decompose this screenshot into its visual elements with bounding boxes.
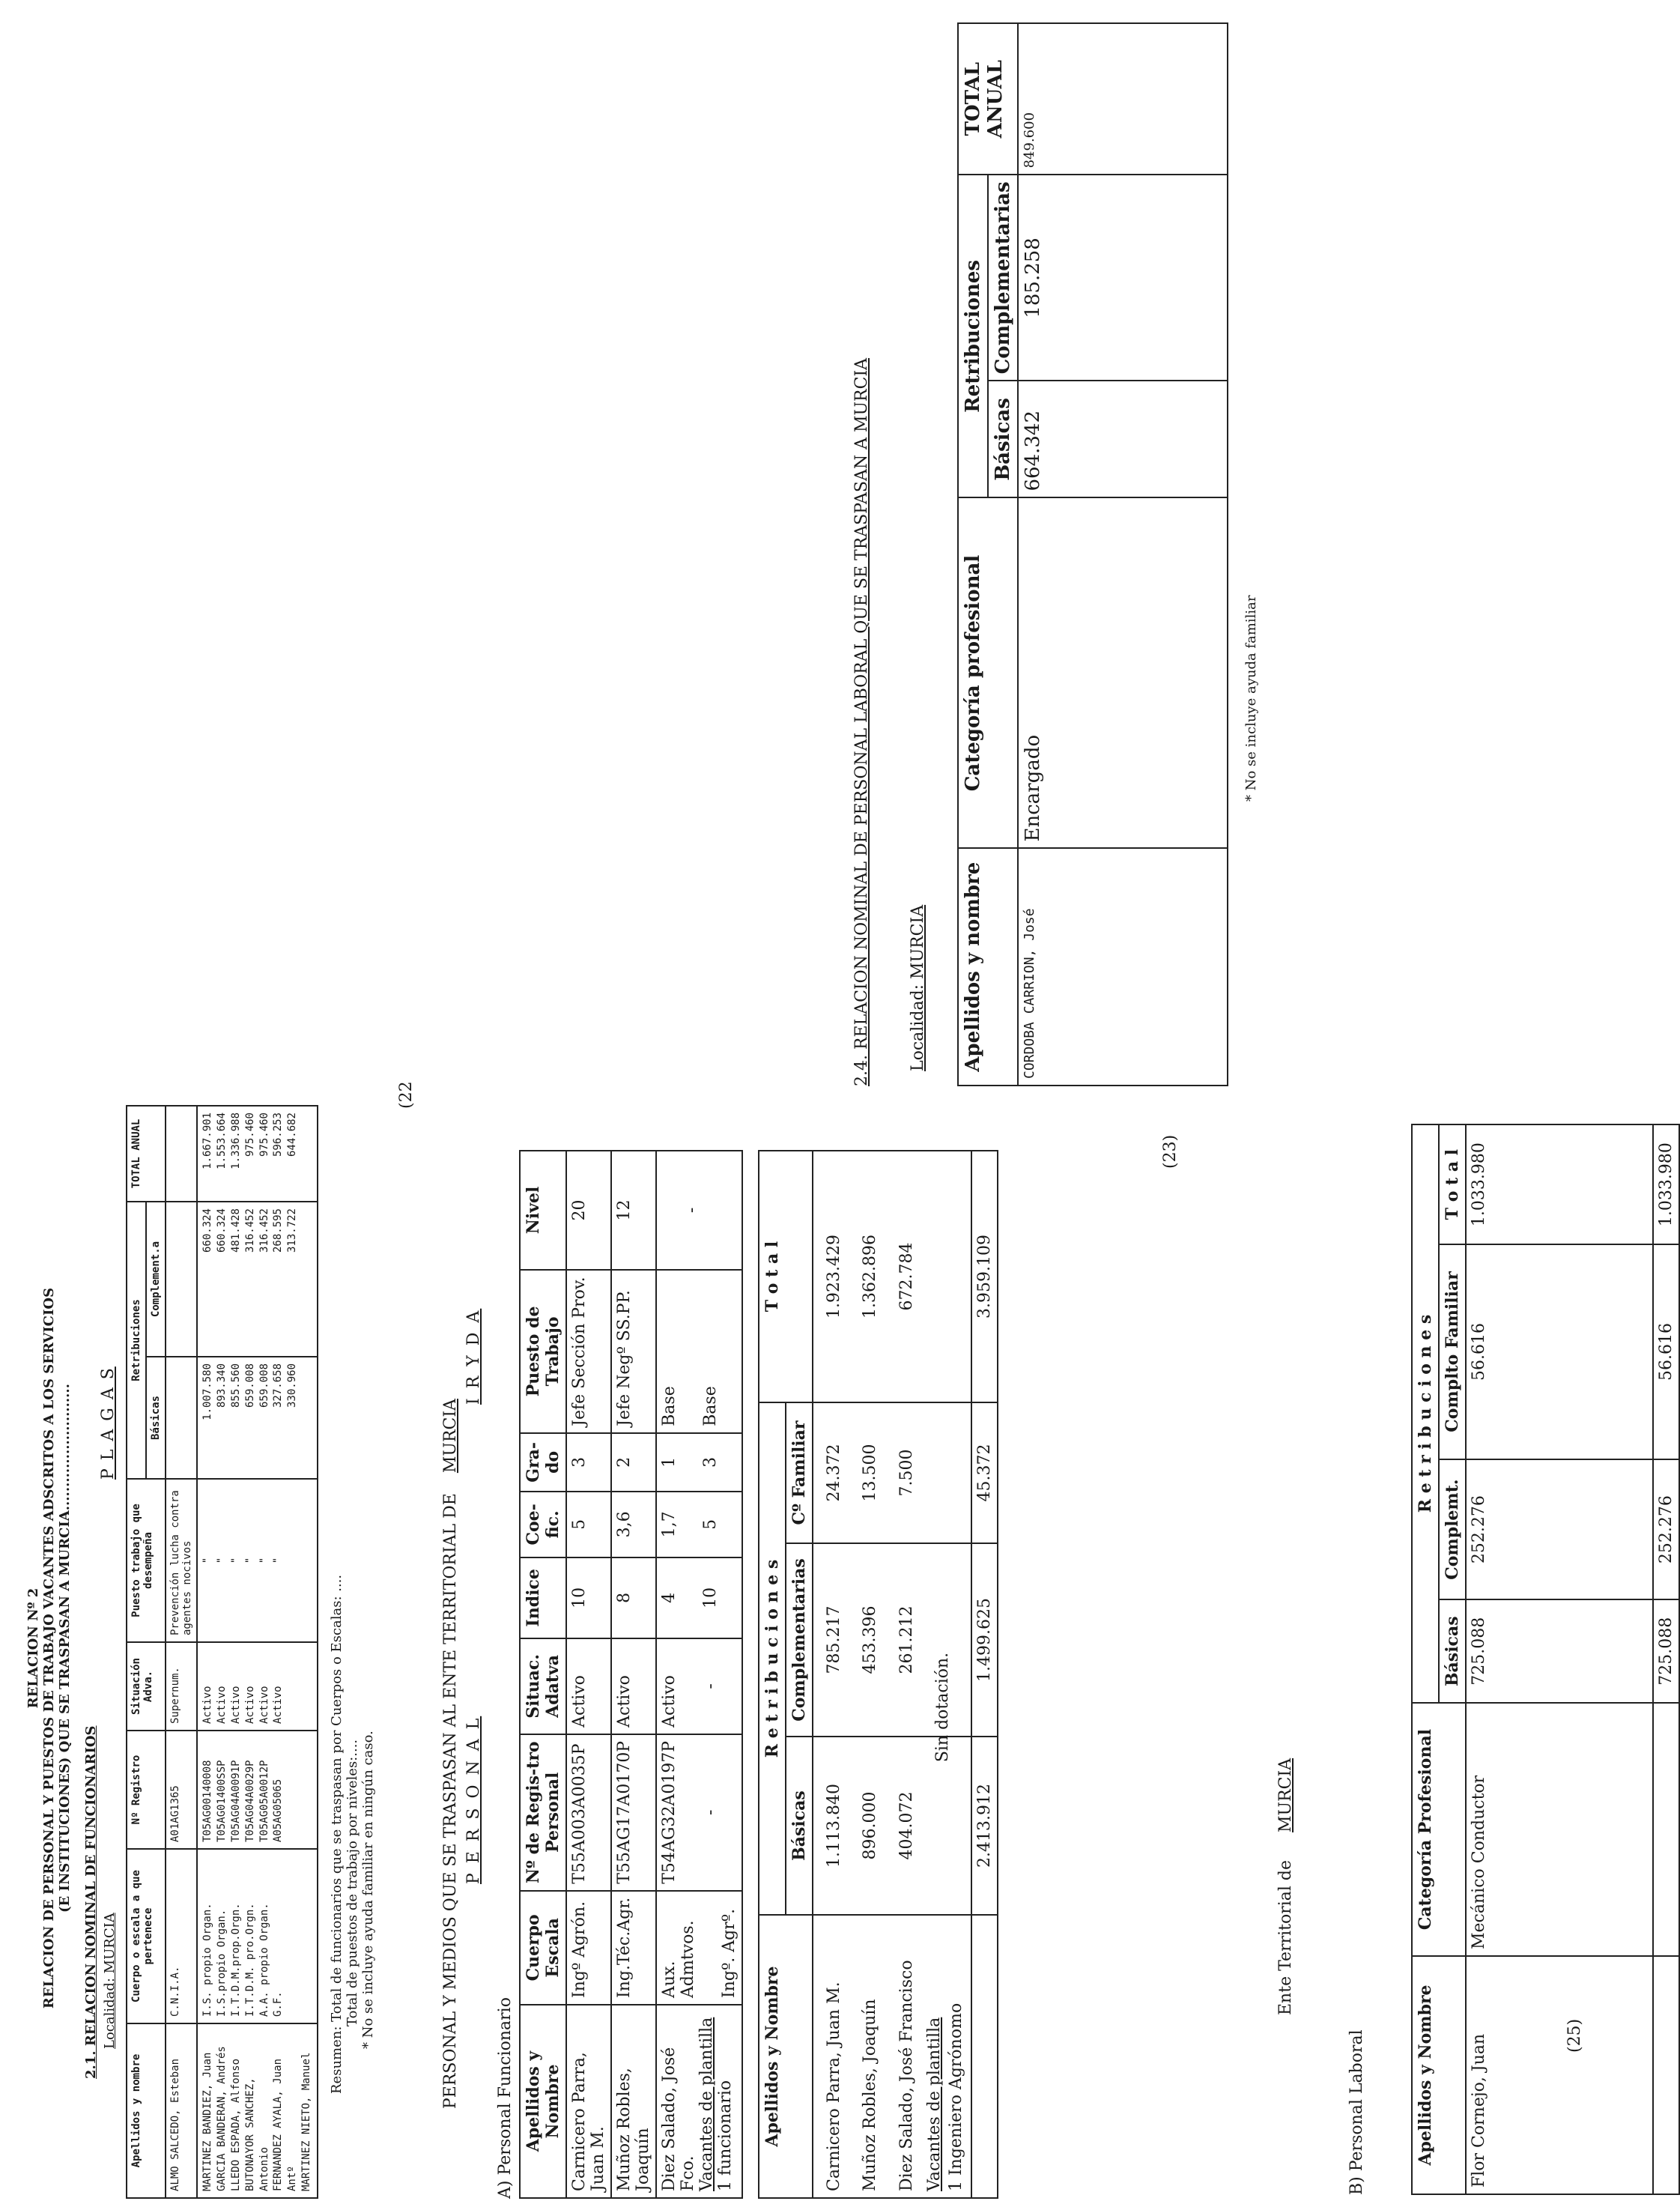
plagas-table: [126, 1105, 318, 2199]
page-number-text: (22: [397, 1081, 416, 1109]
basicas-line: 1.007.580: [201, 1363, 213, 1420]
cell: [1653, 1703, 1679, 1956]
resumen-line2: Total de puestos de trabajo por niveles:....: [345, 1739, 361, 2026]
th-grado: Gra-do: [520, 1433, 566, 1492]
cell-line: 261.212: [897, 1605, 916, 1674]
cell: 2.413.912: [971, 1737, 998, 1915]
th-basicas: Básicas: [1439, 1599, 1466, 1703]
cell: Jefe Sección Prov.: [566, 1270, 611, 1433]
cell-line: Activo: [660, 1675, 679, 1728]
page-number-23: [1161, 1109, 1180, 1169]
th-basicas: Básicas: [786, 1737, 813, 1915]
th-indice: Indice: [520, 1557, 566, 1638]
laboral-localidad: Localidad: MURCIA: [909, 904, 927, 1071]
complement-line: 660.324: [201, 1208, 213, 1253]
col-basicas: Básicas: [146, 1357, 166, 1479]
total-line: 1.667.901: [201, 1112, 213, 1169]
cell: 12: [611, 1151, 656, 1270]
complement-line: 316.452: [258, 1208, 270, 1253]
cell-line: 1 Ingeniero Agrónomo: [946, 2002, 965, 2191]
laboral-table: [957, 22, 1228, 1086]
laboral-note: * No se incluye ayuda familiar: [1243, 595, 1259, 802]
cell: C.N.I.A.: [166, 1849, 197, 2023]
resumen-line1: Resumen: Total de funcionarios que se traspasan por Cuerpos o Escalas: ....: [329, 1574, 345, 2094]
th-apellidos: Apellidos y Nombre: [520, 2005, 566, 2198]
table-row: [611, 1151, 656, 2198]
registro-line: T05AG01400SSP: [215, 1760, 228, 1842]
cuerpo-line: I.T.D.M. pro.Orgn.: [243, 1903, 256, 2017]
cell: 1.499.625: [971, 1543, 998, 1737]
cell: [1653, 1956, 1679, 2194]
basicas-line: 659.008: [258, 1363, 270, 1408]
cell-line: 1,7: [660, 1511, 679, 1538]
cell: 3.959.109: [971, 1151, 998, 1402]
cell: 185.258: [1018, 175, 1228, 381]
funcionario-table: [519, 1150, 743, 2199]
cell: 8: [611, 1557, 656, 1638]
section-a-label: A) Personal Funcionario: [496, 1997, 515, 2199]
cell-line: Diez Salado, José Fco.: [660, 2047, 697, 2191]
cell: ALMO SALCEDO, Esteban: [166, 2023, 197, 2198]
cell: [971, 1915, 998, 2198]
total-line: 1.336.988: [229, 1112, 242, 1169]
cell-line: 3: [701, 1456, 720, 1468]
cell-line: -: [701, 1809, 720, 1815]
th-total: T o t a l: [759, 1151, 813, 1402]
cell-line: Aux. Admtvos.: [660, 1920, 697, 1998]
th-nivel: Nivel: [520, 1151, 566, 1270]
name-line: BUTONAYOR SANCHEZ, Antonio: [243, 2077, 270, 2191]
ditto-mark: ": [201, 1557, 213, 1564]
th-retribuciones: R e t r i b u c i o n e s: [759, 1402, 786, 1915]
cell: [166, 1106, 197, 1202]
th-coefic: Coe-fic.: [520, 1492, 566, 1557]
cell-line: 13.500: [861, 1444, 880, 1502]
registro-line: T05AG04A0091P: [229, 1760, 242, 1842]
page-number-25: [1565, 1993, 1584, 2053]
total-line: 1.553.664: [215, 1112, 228, 1169]
resumen-note: * No se incluye ayuda familiar en ningún caso.: [360, 1731, 377, 2049]
th-total: TOTAL ANUAL: [958, 23, 1018, 175]
funcionarios-heading: 2.1. RELACION NOMINAL DE FUNCIONARIOS: [83, 1725, 99, 2079]
cell: Activo: [566, 1638, 611, 1734]
col-complement: Complement.a: [146, 1202, 166, 1357]
cell: 725.088: [1653, 1599, 1679, 1703]
localidad-label: Localidad: MURCIA: [102, 1913, 118, 2049]
th-cuerpo: Cuerpo Escala: [520, 1891, 566, 2005]
name-line: LLEDO ESPADA, Alfonso: [229, 2058, 242, 2191]
table-row-total: [971, 1151, 998, 2198]
ente-place: MURCIA: [1276, 1758, 1295, 1832]
ente-text: Ente Territorial de: [1276, 1859, 1295, 2015]
th-complemt: Complemt.: [1439, 1459, 1466, 1600]
page22-bottom-block: [438, 1142, 995, 2199]
cell-line: 1.362.896: [861, 1235, 880, 1319]
cell: 2: [611, 1433, 656, 1492]
ditto-mark: ": [215, 1557, 228, 1564]
ditto-mark: ": [243, 1557, 256, 1564]
name-line: MARTINEZ BANDIEZ, Juan: [201, 2052, 213, 2191]
plagas-label: P L A G A S: [99, 1366, 118, 1480]
cell: Flor Cornejo, Juan: [1466, 1956, 1653, 2194]
cell: T55AG17A0170P: [611, 1734, 656, 1891]
personal-label: P E R S O N A L: [464, 1716, 483, 1884]
cell-line: 24.372: [825, 1444, 843, 1502]
cell: 56.616: [1466, 1244, 1653, 1459]
cell: 664.342: [1018, 381, 1228, 497]
total-line: 644.682: [286, 1112, 299, 1157]
cell-line: Base: [660, 1386, 679, 1426]
cell-line: 785.217: [825, 1605, 843, 1674]
col-registro: Nº Registro: [127, 1731, 166, 1849]
cell-line: 1.923.429: [825, 1235, 843, 1319]
col-cuerpo: Cuerpo o escala a que pertenece: [127, 1849, 166, 2023]
iryda-heading: [441, 1142, 460, 2109]
page-number-text: (25): [1565, 2018, 1584, 2053]
complement-line: 268.595: [272, 1208, 285, 1253]
cell: Supernum.: [166, 1642, 197, 1731]
col-situacion: Situación Adva.: [127, 1642, 166, 1731]
cell-line: 1 funcionario: [716, 2080, 735, 2191]
cell-line: T54AG32A0197P: [660, 1740, 679, 1884]
th-categoria: Categoría Profesional: [1412, 1703, 1466, 1956]
registro-line: A05AG05065: [272, 1778, 285, 1842]
situacion-line: Activo: [215, 1686, 228, 1724]
cell-line: 5: [701, 1519, 720, 1530]
cell: Ing.Téc.Agr.: [611, 1891, 656, 2005]
cell: [166, 1357, 197, 1479]
basicas-line: 330.960: [286, 1363, 299, 1408]
relacion-title: RELACION Nº 2: [25, 1587, 41, 1709]
cell: Carnicero Parra, Juan M.: [566, 2005, 611, 2198]
situacion-line: Activo: [272, 1686, 285, 1724]
cuerpo-line: A.A. propio Organ.: [258, 1903, 270, 2017]
cell-line: Base: [701, 1386, 720, 1426]
basicas-line: 893.340: [215, 1363, 228, 1408]
cell: 3: [566, 1433, 611, 1492]
cell: Muñoz Robles, Joaquín: [611, 2005, 656, 2198]
cell-line: 896.000: [861, 1791, 880, 1860]
total-line: 975.460: [243, 1112, 256, 1157]
th-familiar: Complto Familiar: [1439, 1244, 1466, 1459]
situacion-line: Activo: [243, 1686, 256, 1724]
cell-line: 453.396: [861, 1605, 880, 1674]
cell: T55A003A0035P: [566, 1734, 611, 1891]
page22-top-block: [21, 1098, 377, 2199]
cell: 45.372: [971, 1402, 998, 1543]
cell: Prevención lucha contra agentes nocivos: [166, 1479, 197, 1642]
th-categoria: Categoría profesional: [958, 498, 1018, 849]
cell-line: Muñoz Robles, Joaquín: [861, 1999, 880, 2191]
table-row: [1018, 23, 1228, 1086]
complement-line: 660.324: [215, 1208, 228, 1253]
cell: [166, 1202, 197, 1357]
page23-block: [839, 15, 1259, 1086]
cell: 849.600: [1018, 23, 1228, 175]
cuerpo-line: I.T.D.M.prop.Orgn.: [229, 1903, 242, 2017]
cell: Encargado: [1018, 498, 1228, 849]
relacion-subtitle: RELACION DE PERSONAL Y PUESTOS DE TRABAJO VACANTES ADSCRITOS A LOS SERVICIOS: [41, 1287, 57, 2009]
th-complementarias: Complementarias: [786, 1543, 813, 1737]
ente-heading: [1276, 1116, 1295, 2015]
cell-line: Diez Salado, José Francisco: [897, 1960, 916, 2191]
cell-line: Vacantes de plantilla: [697, 2017, 716, 2191]
ditto-mark: ": [229, 1557, 242, 1564]
th-complementarias: Complementarias: [988, 175, 1018, 381]
col-retribuciones: Retribuciones: [127, 1202, 146, 1479]
cell: 5: [566, 1492, 611, 1557]
table-row: [1466, 1124, 1653, 2194]
col-apellidos: Apellidos y nombre: [127, 2023, 166, 2198]
cell: 10: [566, 1557, 611, 1638]
retribuciones-table: [758, 1150, 998, 2199]
cell-line: Carnicero Parra, Juan M.: [825, 1982, 843, 2191]
page-number-text: (23): [1161, 1134, 1180, 1169]
complement-line: 481.428: [229, 1208, 242, 1253]
laboral-title: 2.4. RELACION NOMINAL DE PERSONAL LABORAL QUE SE TRASPASAN A MURCIA: [852, 357, 871, 1086]
table-row-total: [1653, 1124, 1679, 2194]
table-row: [197, 1106, 318, 2198]
registro-line: T05AG00140008: [201, 1760, 213, 1842]
cell: Ingº Agrón.: [566, 1891, 611, 2005]
cell: 20: [566, 1151, 611, 1270]
total-line: 975.460: [258, 1112, 270, 1157]
ditto-mark: ": [272, 1557, 285, 1564]
registro-line: T05AG05A0012P: [258, 1760, 270, 1842]
cell-line: 404.072: [897, 1791, 916, 1860]
th-situacion: Situac. Adatva: [520, 1638, 566, 1734]
basicas-line: 659.008: [243, 1363, 256, 1408]
laboral-b-table: [1411, 1124, 1680, 2195]
cell: A01AG1365: [166, 1731, 197, 1849]
cell-line: 4: [660, 1592, 679, 1603]
page25-block: [1273, 1116, 1676, 2195]
cell-line: 1.113.840: [825, 1784, 843, 1868]
cell: Activo: [611, 1638, 656, 1734]
cell-line: 7.500: [897, 1449, 916, 1497]
cell-line: Ingº. Agrº.: [720, 1908, 739, 1998]
table-row: [656, 1151, 742, 2198]
situacion-line: Activo: [229, 1686, 242, 1724]
iryda-heading-text: PERSONAL Y MEDIOS QUE SE TRASPASAN AL ENTE TERRITORIAL DE: [441, 1493, 460, 2109]
total-line: 596.253: [272, 1112, 285, 1157]
th-apellidos: Apellidos y nombre: [958, 848, 1018, 1086]
th-apellidos: Apellidos y Nombre: [1412, 1956, 1466, 2194]
col-total: TOTAL ANUAL: [127, 1106, 166, 1202]
name-line: FERNANDEZ AYALA, Juan Antº: [272, 2058, 299, 2191]
th-registro: Nº de Regis-tro Personal: [520, 1734, 566, 1891]
th-familiar: Cº Familiar: [786, 1402, 813, 1543]
th-total: T o t a l: [1439, 1124, 1466, 1244]
iryda-heading-place: MURCIA: [441, 1399, 460, 1474]
cell: 56.616: [1653, 1244, 1679, 1459]
th-apellidos: Apellidos y Nombre: [759, 1915, 813, 2198]
iryda-label: I R Y D A: [464, 1308, 483, 1405]
cell: Mecánico Conductor: [1466, 1703, 1653, 1956]
th-retribuciones: R e t r i b u c i o n e s: [1412, 1124, 1439, 1703]
cell-line: 10: [701, 1587, 720, 1608]
cell: 1.033.980: [1466, 1124, 1653, 1244]
cell: Jefe Negº SS.PP.: [611, 1270, 656, 1433]
cell: CORDOBA CARRION, José: [1018, 848, 1228, 1086]
cuerpo-line: G.F.: [272, 1991, 285, 2017]
page-number-22: [397, 1049, 416, 1109]
situacion-line: Activo: [258, 1686, 270, 1724]
relacion-subtitle2: (E INSTITUCIONES) QUE SE TRASPASAN A MURCIA...........................: [57, 1384, 73, 1913]
basicas-line: 327.658: [272, 1363, 285, 1408]
ditto-mark: ": [258, 1557, 270, 1564]
cell: 252.276: [1466, 1459, 1653, 1600]
table-row: [813, 1151, 971, 2198]
cell: 3,6: [611, 1492, 656, 1557]
name-line: MARTINEZ NIETO, Manuel: [300, 2052, 313, 2191]
th-puesto: Puesto de Trabajo: [520, 1270, 566, 1433]
cuerpo-line: I.S. propio Organ.: [201, 1903, 213, 2017]
section-b-label: B) Personal Laboral: [1347, 2029, 1366, 2195]
cell-line: -: [682, 1207, 701, 1214]
cell: 252.276: [1653, 1459, 1679, 1600]
basicas-line: 855.560: [229, 1363, 242, 1408]
complement-line: 313.722: [286, 1208, 299, 1253]
th-basicas: Básicas: [988, 381, 1018, 497]
table-row: [566, 1151, 611, 2198]
name-line: GARCIA BANDERAN, Andrés: [215, 2046, 228, 2191]
cell-line: Vacantes de plantilla: [925, 2017, 944, 2191]
cell-line: 672.784: [897, 1242, 916, 1311]
table-row: [166, 1106, 197, 2198]
cell: 1.033.980: [1653, 1124, 1679, 1244]
cell-line: Sin dotación.: [933, 1652, 953, 1763]
registro-line: T05AG04A0029P: [243, 1760, 256, 1842]
situacion-line: Activo: [201, 1686, 213, 1724]
cell-line: -: [701, 1683, 720, 1689]
cell-line: 1: [660, 1456, 679, 1468]
cell: 725.088: [1466, 1599, 1653, 1703]
cuerpo-line: I.S.propio Organ.: [215, 1909, 228, 2017]
th-retribuciones: Retribuciones: [958, 175, 988, 497]
col-puesto: Puesto trabajo que desempeña: [127, 1479, 166, 1642]
complement-line: 316.452: [243, 1208, 256, 1253]
